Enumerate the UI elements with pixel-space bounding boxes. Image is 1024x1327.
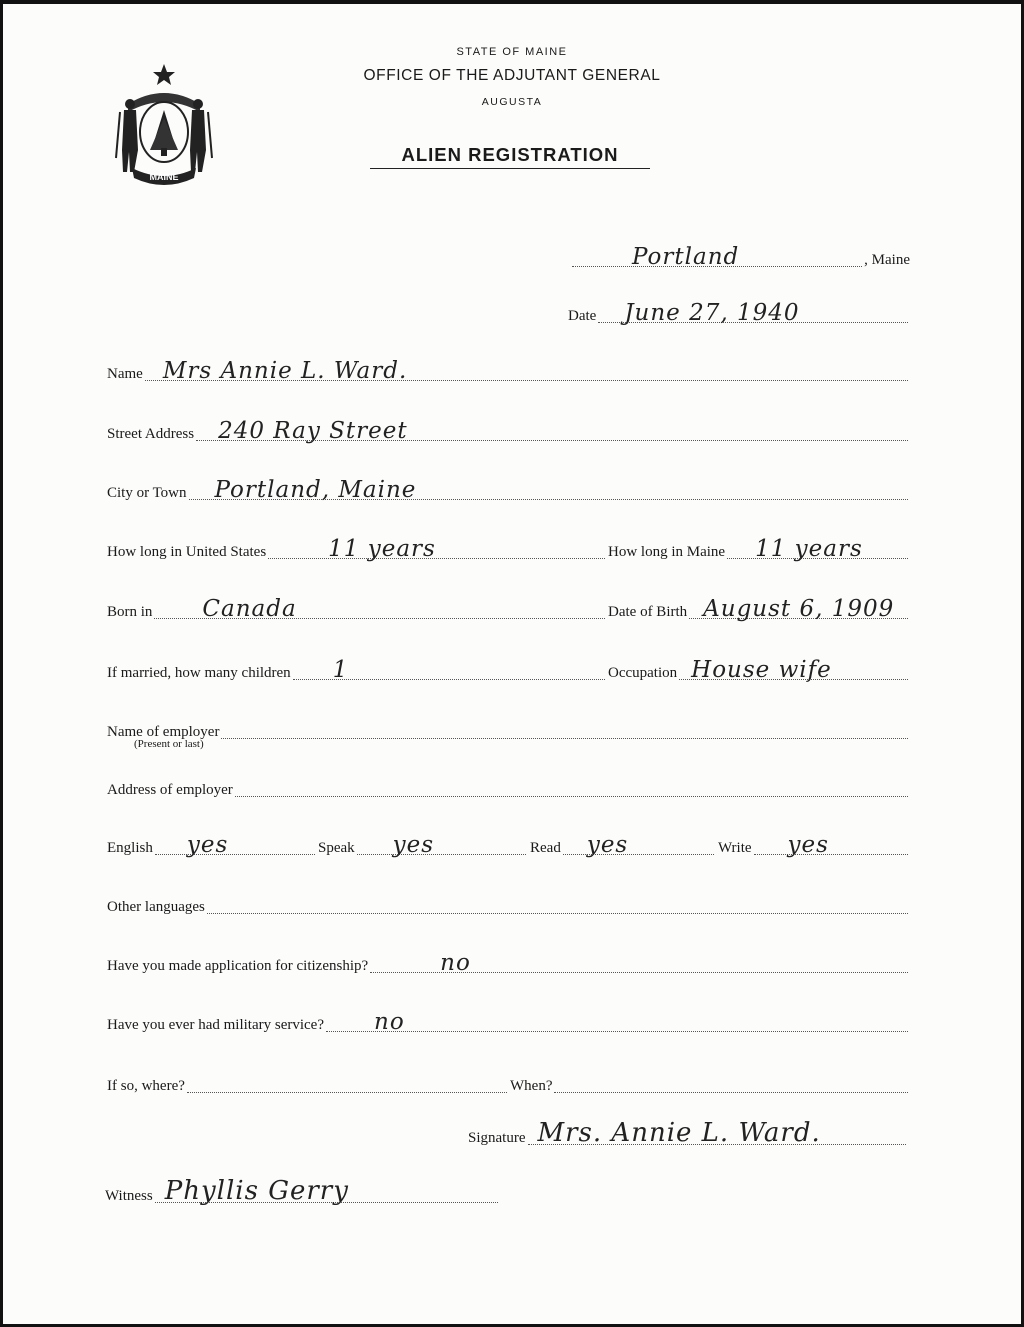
write-value: yes (787, 832, 829, 858)
military-value: no (374, 1009, 405, 1035)
where-line (187, 1074, 507, 1093)
occupation-line (679, 657, 908, 683)
years-maine-row (608, 538, 910, 562)
born-in-row (107, 598, 607, 622)
office-heading: OFFICE OF THE ADJUTANT GENERAL (363, 67, 661, 84)
citizenship-line (370, 950, 908, 976)
read-value: yes (586, 832, 629, 858)
employer-address-line (235, 778, 908, 797)
name-value: Mrs Annie L. Ward. (162, 358, 408, 384)
place-row (570, 246, 910, 270)
employer-label: Name of employer (107, 724, 220, 740)
military-line (326, 1009, 908, 1035)
witness-label: Witness (105, 1188, 153, 1204)
dob-line (689, 596, 908, 622)
years-us-row (107, 538, 607, 562)
witness-value: Phyllis Gerry (164, 1176, 349, 1206)
citizenship-row (107, 952, 910, 976)
years-us-line (268, 536, 605, 562)
born-in-label: Born in (107, 604, 153, 620)
years-maine-label: How long in Maine (608, 544, 726, 560)
date-line (598, 300, 908, 326)
city-row (107, 479, 910, 503)
scan-border-left (0, 0, 3, 1327)
read-label: Read (530, 840, 561, 856)
employer-sublabel: (Present or last) (134, 738, 204, 750)
seal-ribbon-text: MAINE (149, 172, 179, 182)
form-title: ALIEN REGISTRATION (370, 144, 650, 169)
name-row (107, 360, 910, 384)
when-row (510, 1072, 910, 1096)
military-row (107, 1011, 910, 1035)
years-us-label: How long in United States (107, 544, 267, 560)
witness-line (155, 1176, 498, 1206)
state-heading: STATE OF MAINE (456, 46, 568, 58)
street-label: Street Address (107, 426, 195, 442)
dob-value: August 6, 1909 (703, 596, 895, 622)
city-value: Portland, Maine (214, 477, 417, 503)
military-label: Have you ever had military service? (107, 1017, 324, 1033)
write-label: Write (718, 840, 752, 856)
occupation-value: House wife (691, 657, 832, 683)
when-label: When? (510, 1078, 553, 1094)
read-row (530, 834, 716, 858)
witness-row (105, 1176, 500, 1206)
citizenship-label: Have you made application for citizenship? (107, 958, 369, 974)
street-line (196, 418, 908, 444)
date-value: June 27, 1940 (624, 300, 800, 326)
place-suffix: , Maine (864, 252, 910, 268)
place-line (572, 244, 862, 270)
years-maine-line (727, 536, 908, 562)
other-languages-line (207, 895, 908, 914)
street-value: 240 Ray Street (218, 418, 408, 444)
name-line (145, 358, 908, 384)
dob-row (608, 598, 910, 622)
employer-address-row (107, 776, 910, 800)
speak-label: Speak (318, 840, 355, 856)
signature-line (528, 1118, 907, 1148)
children-label: If married, how many children (107, 665, 291, 681)
dob-label: Date of Birth (608, 604, 688, 620)
write-row (718, 834, 910, 858)
english-line (155, 832, 315, 858)
scan-border-top (0, 0, 1024, 4)
employer-row (107, 718, 910, 742)
occupation-label: Occupation (608, 665, 678, 681)
name-label: Name (107, 366, 143, 382)
employer-address-label: Address of employer (107, 782, 233, 798)
signature-label: Signature (468, 1130, 526, 1146)
occupation-row (608, 659, 910, 683)
children-value: 1 (332, 657, 349, 683)
read-line (563, 832, 714, 858)
other-languages-row (107, 893, 910, 917)
where-row (107, 1072, 509, 1096)
date-label: Date (568, 308, 597, 324)
street-row (107, 420, 910, 444)
city-label: City or Town (107, 485, 187, 501)
speak-line (357, 832, 526, 858)
citizenship-value: no (440, 950, 471, 976)
children-row (107, 659, 607, 683)
other-languages-label: Other languages (107, 899, 205, 915)
children-line (293, 657, 605, 683)
speak-row (318, 834, 528, 858)
write-line (754, 832, 908, 858)
when-line (554, 1074, 908, 1093)
years-us-value: 11 years (328, 536, 436, 562)
english-label: English (107, 840, 153, 856)
where-label: If so, where? (107, 1078, 185, 1094)
signature-value: Mrs. Annie L. Ward. (537, 1118, 821, 1148)
born-in-line (154, 596, 605, 622)
employer-line (221, 720, 908, 739)
place-value: Portland (632, 244, 740, 270)
english-value: yes (186, 832, 229, 858)
city-heading: AUGUSTA (481, 96, 543, 108)
city-line (189, 477, 908, 503)
years-maine-value: 11 years (755, 536, 863, 562)
english-row (107, 834, 317, 858)
born-in-value: Canada (202, 596, 297, 622)
signature-row (468, 1118, 908, 1148)
date-row (568, 302, 910, 326)
speak-value: yes (392, 832, 435, 858)
